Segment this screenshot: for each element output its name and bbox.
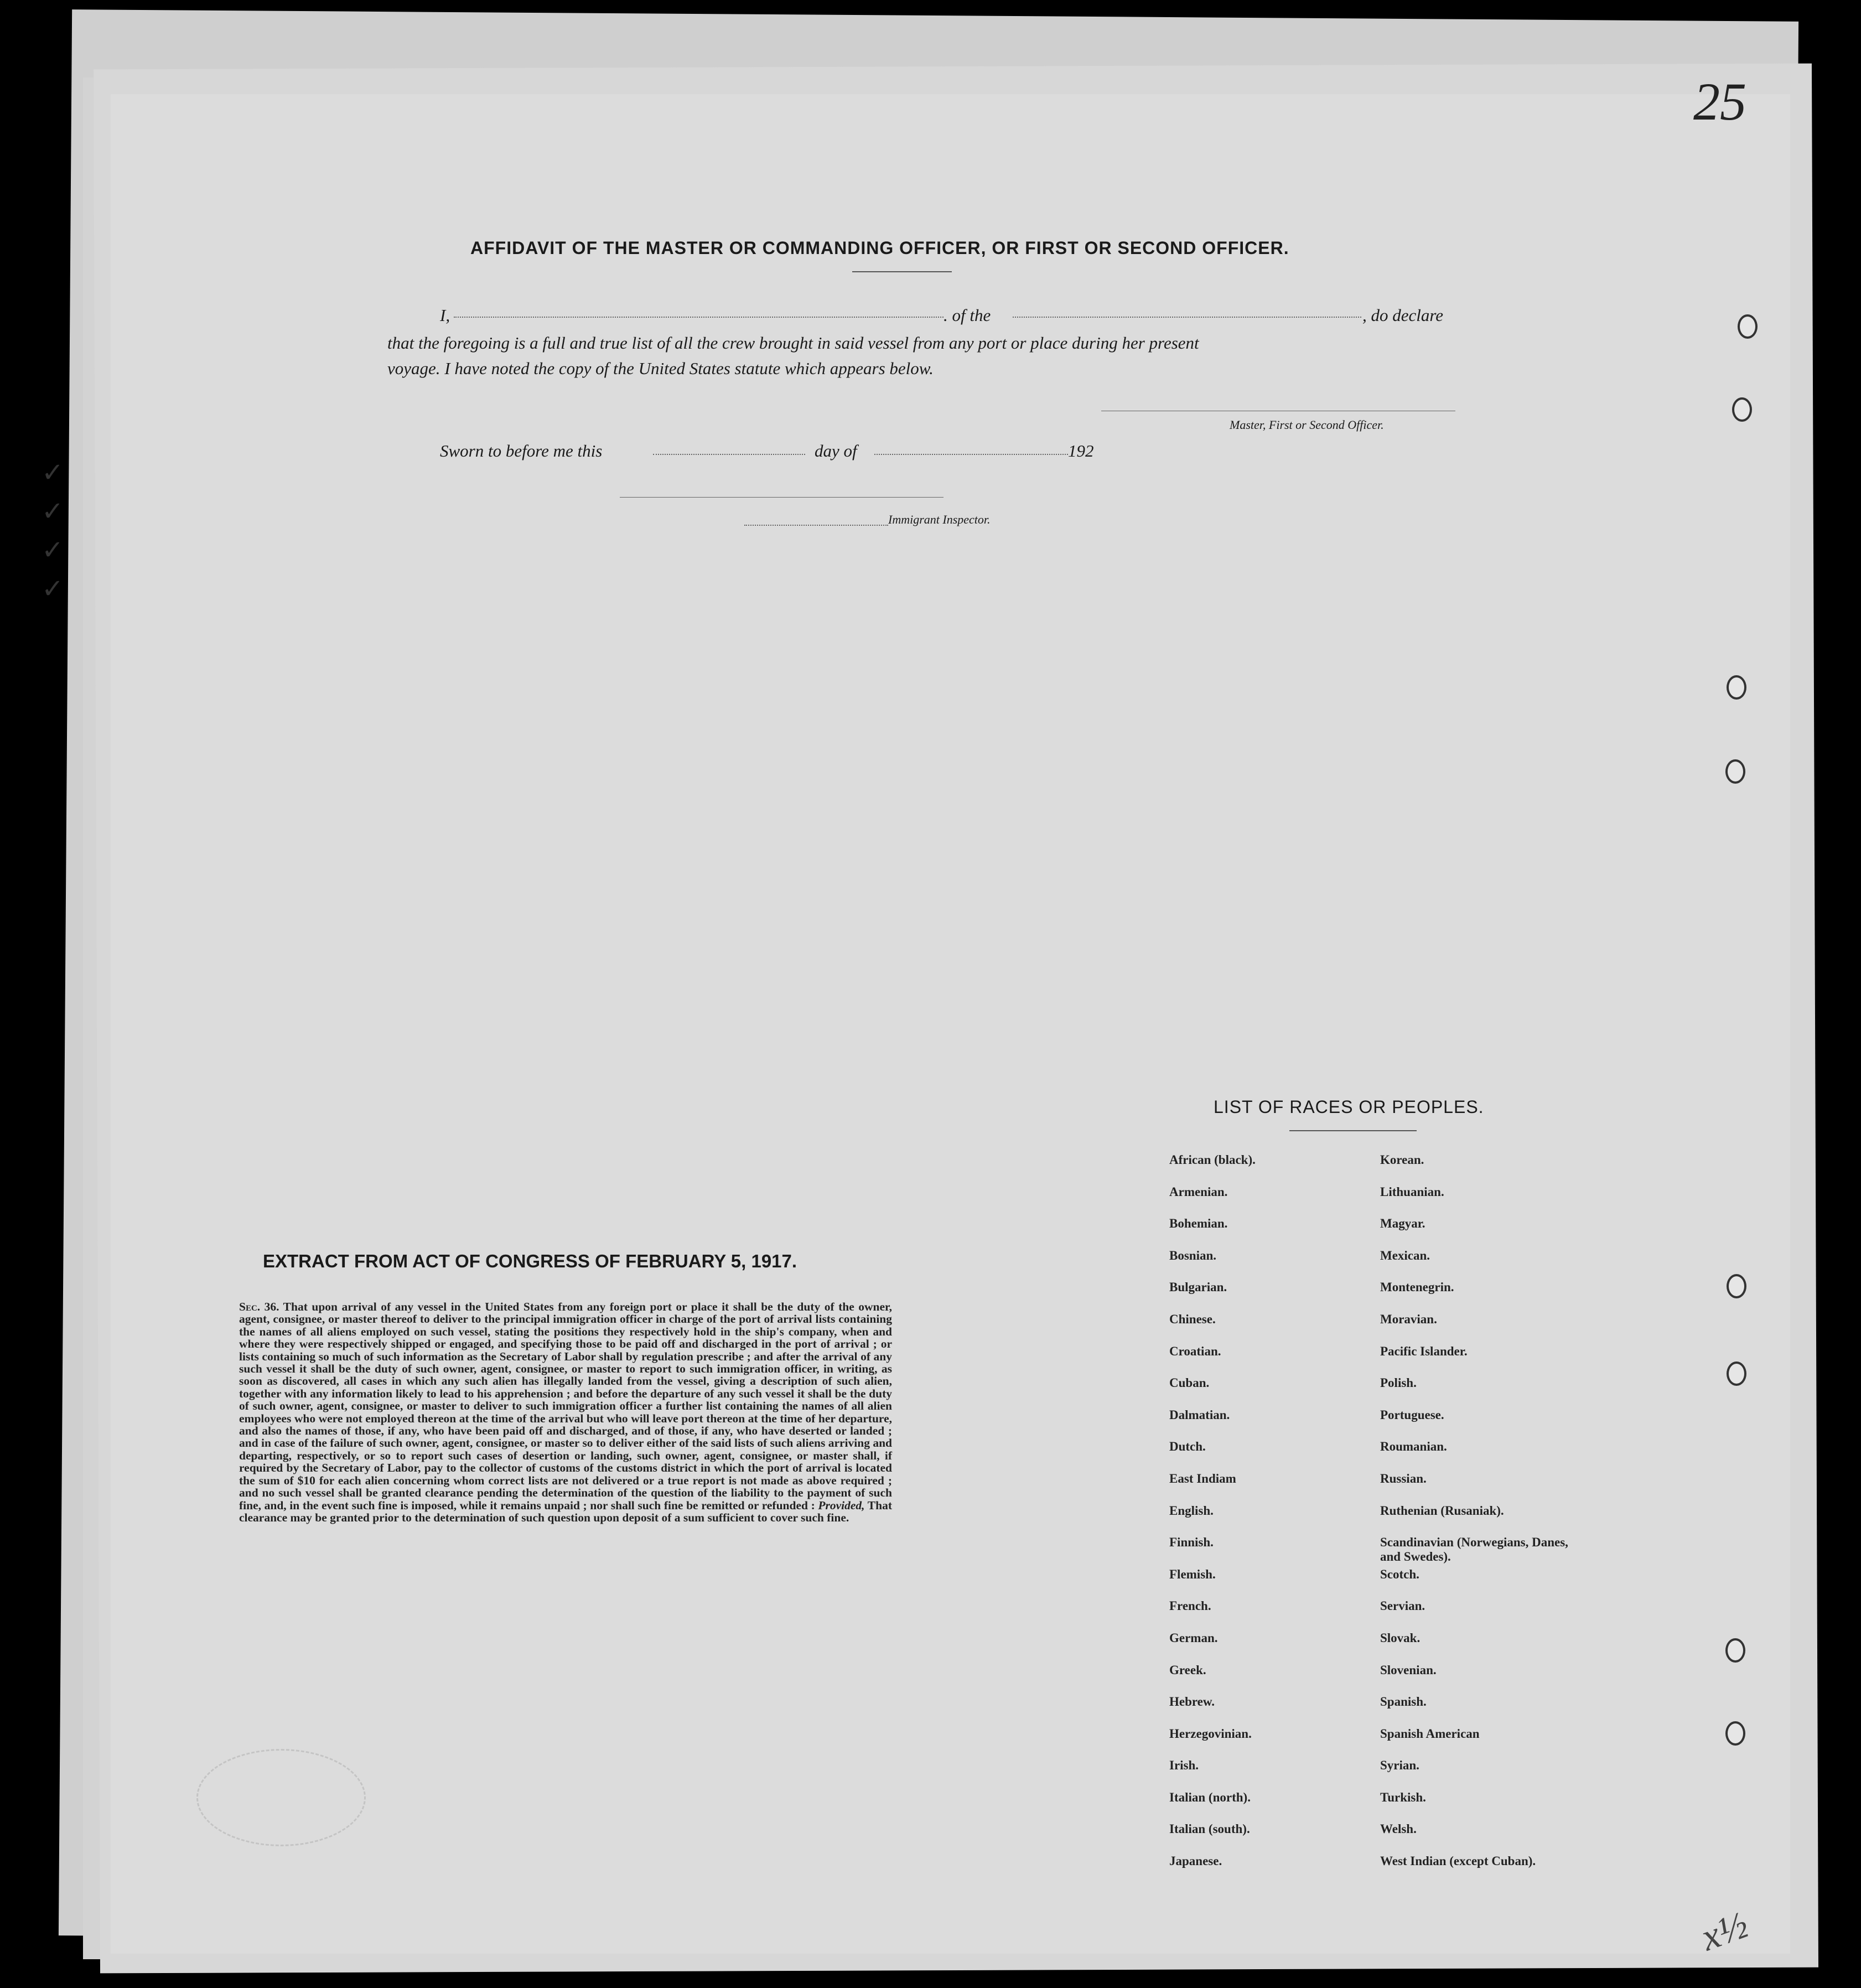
extract-text-tail: That clearance may be granted prior to the determination of such question upon deposit of a sum sufficient to cover such fine. [239, 1498, 892, 1524]
binder-hole-icon [1732, 397, 1752, 422]
race-item: Syrian. [1380, 1758, 1419, 1773]
race-item: Roumanian. [1380, 1440, 1447, 1454]
races-title-rule [1289, 1130, 1417, 1131]
binder-hole-icon [1727, 1361, 1746, 1386]
race-item: Turkish. [1380, 1790, 1426, 1804]
race-item: Slovenian. [1380, 1663, 1437, 1677]
race-item: Bohemian. [1169, 1216, 1228, 1231]
race-item: Portuguese. [1380, 1407, 1444, 1422]
race-item: Slovak. [1380, 1630, 1421, 1645]
binder-hole-icon [1725, 1638, 1745, 1663]
race-item: Magyar. [1380, 1216, 1425, 1231]
declarant-prefix: I, [440, 306, 450, 325]
race-item: Bosnian. [1169, 1248, 1217, 1262]
sworn-month-field[interactable] [874, 454, 1068, 455]
extract-title: EXTRACT FROM ACT OF CONGRESS OF FEBRUARY 5, 1917. [263, 1251, 797, 1271]
page-number: 25 [1693, 72, 1746, 131]
races-title: LIST OF RACES OR PEOPLES. [1214, 1097, 1484, 1117]
race-item: French. [1169, 1599, 1211, 1613]
race-item: Russian. [1380, 1471, 1427, 1485]
binder-hole-icon [1738, 314, 1758, 339]
race-item: German. [1169, 1630, 1218, 1645]
inspector-caption: Immigrant Inspector. [888, 512, 991, 526]
inspector-name-field[interactable] [744, 525, 888, 526]
race-item: East Indiam [1169, 1471, 1236, 1485]
binder-hole-icon [1725, 759, 1745, 784]
race-item: Armenian. [1169, 1184, 1228, 1199]
race-item: Dutch. [1169, 1440, 1206, 1454]
race-item: Ruthenian (Rusaniak). [1380, 1503, 1504, 1518]
race-item: Servian. [1380, 1599, 1425, 1613]
race-item: Pacific Islander. [1380, 1344, 1468, 1358]
extract-text: That upon arrival of any vessel in the United States from any foreign port or place it shall be the duty of the owner, agent, consignee, or master thereof to deliver to the principal immigration officer in charge of the port of arrival lists containing the names of all aliens employed on such vessel, stating the positions they respectively hold in the ship's company, when and where they were respectively shipped or engaged, and specifying those to be paid off and discharged in the port of arrival ; or lists containing so much of such information as the Secretary of Labor shall by regulation prescribe ; and after the arrival of any such vessel it shall be the duty of such owner, agent, consignee, or master to report to such immigration officer, in writing, as soon as discovered, all cases in which any such alien has illegally landed from the vessel, giving a description of such alien, together with any information likely to lead to his apprehension ; and before the departure of any such vessel it shall be the duty of such owner, agent, consignee, or master to deliver to such immigration officer a further list containing the names of all alien employees who were not employed thereon at the time of the arrival but who will leave port thereon at the time of her departure, and also the names of those, if any, who have been paid off and discharged, and of those, if any, who have deserted or landed ; and in case of the failure of such owner, agent, consignee, or master so to deliver either of the said lists of such aliens arriving and departing, respectively, or so to report such cases of desertion or landing, such owner, agent, consignee, or master shall, if required by the Secretary of Labor, pay to the collector of customs of the customs district in which the port of arrival is located the sum of $10 for each alien concerning whom correct lists are not delivered or a true report is not made as above required ; and no such vessel shall be granted clearance pending the determination of the question of the liability to the payment of such fine, and, in the event such fine is imposed, while it remains unpaid ; nor shall such fine be remitted or refunded : [239, 1300, 892, 1512]
declaration-line-2: that the foregoing is a full and true list of all the crew brought in said vessel from any port or place during her present [387, 333, 1199, 353]
sworn-year-label: 192 [1068, 441, 1094, 460]
race-item: Moravian. [1380, 1312, 1437, 1326]
race-item: Hebrew. [1169, 1695, 1215, 1709]
vessel-name-field[interactable] [1013, 317, 1361, 318]
corner-annotation: x½ [1696, 1903, 1754, 1960]
race-item: Bulgarian. [1169, 1280, 1227, 1295]
race-item: Lithuanian. [1380, 1184, 1444, 1199]
margin-tick-marks: ✓ ✓ ✓ ✓ [42, 458, 64, 604]
race-item: Scandinavian (Norwegians, Danes, and Swedes). [1380, 1535, 1568, 1564]
race-item: Chinese. [1169, 1312, 1216, 1326]
sworn-day-field[interactable] [653, 454, 805, 455]
race-item: Spanish. [1380, 1695, 1427, 1709]
races-left-column [1169, 1153, 1380, 1886]
race-item: African (black). [1169, 1153, 1256, 1167]
race-item: Irish. [1169, 1758, 1199, 1773]
provided-word: Provided, [818, 1498, 865, 1512]
declaration-line-3: voyage. I have noted the copy of the United States statute which appears below. [387, 359, 934, 378]
declarant-name-field[interactable] [454, 317, 944, 318]
races-right-column [1380, 1153, 1590, 1886]
race-item: Croatian. [1169, 1344, 1221, 1358]
of-the-label: . of the [944, 306, 991, 325]
binder-hole-icon [1725, 1721, 1745, 1746]
section-label: Sec. 36. [239, 1300, 279, 1313]
race-item: Cuban. [1169, 1376, 1210, 1390]
extract-body [239, 1301, 892, 1524]
race-item: Greek. [1169, 1663, 1206, 1677]
race-item: Japanese. [1169, 1854, 1222, 1868]
inspector-signature-field[interactable] [620, 497, 944, 498]
race-item: Spanish American [1380, 1726, 1480, 1741]
race-item: Italian (north). [1169, 1790, 1251, 1804]
race-item: Flemish. [1169, 1567, 1216, 1581]
title-rule [852, 271, 952, 272]
race-item: Korean. [1380, 1153, 1424, 1167]
race-item: Montenegrin. [1380, 1280, 1454, 1295]
sworn-prefix: Sworn to before me this [440, 441, 603, 460]
race-item: Welsh. [1380, 1822, 1417, 1836]
race-item: Herzegovinian. [1169, 1726, 1252, 1741]
race-item: West Indian (except Cuban). [1380, 1854, 1536, 1868]
affidavit-title: AFFIDAVIT OF THE MASTER OR COMMANDING OFFICER, OR FIRST OR SECOND OFFICER. [470, 238, 1289, 258]
sworn-day-of-label: day of [815, 441, 857, 460]
race-item: Polish. [1380, 1376, 1417, 1390]
do-declare-label: , do declare [1362, 306, 1444, 325]
race-item: Italian (south). [1169, 1822, 1250, 1836]
race-item: Finnish. [1169, 1535, 1214, 1550]
received-stamp [196, 1749, 366, 1846]
master-signature-caption: Master, First or Second Officer. [1230, 418, 1384, 432]
race-item: Scotch. [1380, 1567, 1419, 1581]
race-item: English. [1169, 1503, 1214, 1518]
binder-hole-icon [1727, 675, 1746, 700]
race-item: Dalmatian. [1169, 1407, 1230, 1422]
binder-hole-icon [1727, 1274, 1746, 1298]
race-item: Mexican. [1380, 1248, 1430, 1262]
